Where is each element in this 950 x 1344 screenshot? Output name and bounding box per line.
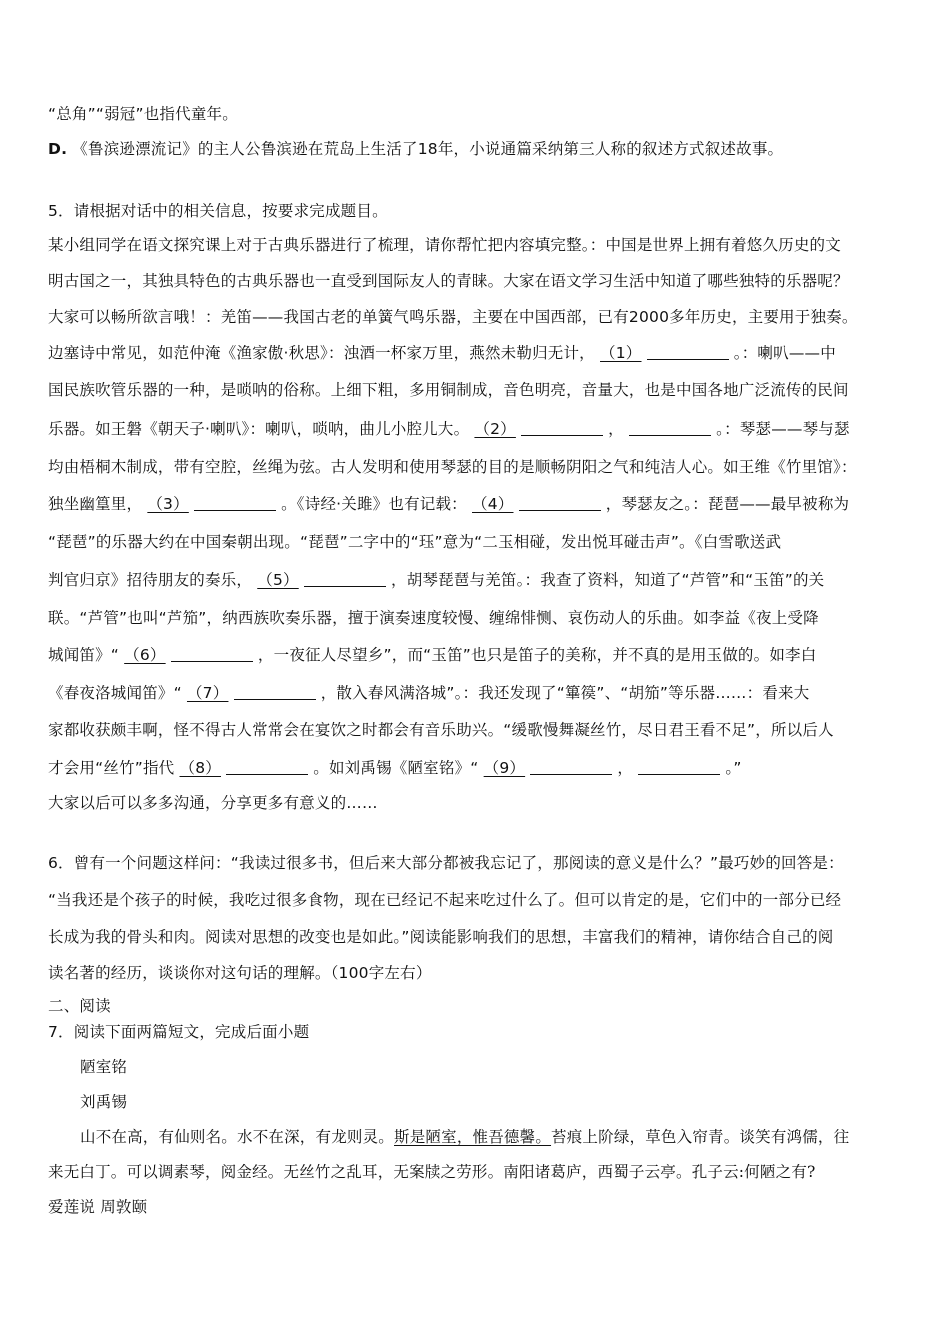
q5-line-11: 联。“芦管”也叫“芦笳”，纳西族吹奏乐器，擅于演奏速度较慢、缠绵悱恻、哀伤动人的乐曲。如李益《夜上受降 [48, 609, 819, 627]
blank-7[interactable] [234, 685, 316, 700]
q5-line-12-tail: ，一夜征人尽望乡”，而“玉笛”也只是笛子的美称，并不真的是用玉做的。如李白 [257, 646, 817, 664]
blank-9-label: （9） [483, 759, 526, 777]
passage-1-author: 刘禹锡 [80, 1093, 128, 1111]
q5-line-10-text: 判官归京》招待朋友的奏乐， [48, 571, 253, 589]
q5-line-10-tail: ，胡琴琵琶与羌笛。：我查了资料，知道了“芦管”和“玉笛”的关 [391, 571, 825, 589]
q5-line-10 [48, 570, 908, 590]
passage-1-line-2: 来无白丁。可以调素琴，阅金经。无丝竹之乱耳，无案牍之劳形。南阳诸葛庐，西蜀子云亭。孔子云:何陋之有? [48, 1163, 816, 1181]
blank-8[interactable] [226, 760, 308, 775]
q5-line-15-mid: 。如刘禹锡《陋室铭》“ [313, 759, 479, 777]
q5-line-6-comma: ， [608, 420, 624, 438]
q5-line-8-text: 独坐幽篁里， [48, 495, 143, 513]
q5-line-12-text: 城闻笛》“ [48, 646, 120, 664]
question-6-line-2: “当我还是个孩子的时候，我吃过很多食物，现在已经记不起来吃过什么了。但可以肯定的是，它们中的一部分已经 [48, 891, 842, 909]
blank-4-label: （4） [472, 495, 514, 513]
question-6-line-1: 6．曾有一个问题这样问：“我读过很多书，但后来大部分都被我忘记了，那阅读的意义是什么？”最巧妙的回答是： [48, 854, 844, 872]
question-6-line-4: 读名著的经历，谈谈你对这句话的理解。（100字左右） [48, 964, 432, 982]
q5-line-6-text: 乐器。如王磐《朝天子·喇叭》：喇叭，唢呐，曲儿小腔儿大。 [48, 420, 470, 438]
q5-line-2: 明古国之一，其独具特色的古典乐器也一直受到国际友人的青睐。大家在语文学习生活中知道了哪些独特的乐器呢？ [48, 272, 849, 290]
blank-6-label: （6） [124, 646, 166, 664]
q5-line-8 [48, 494, 908, 514]
q5-line-12 [48, 645, 908, 665]
q5-line-4-text: 边塞诗中常见，如范仲淹《渔家傲·秋思》：浊酒一杯家万里，燕然未勒归无计， [48, 344, 595, 362]
q5-line-15-text: 才会用“丝竹”指代 [48, 759, 175, 777]
blank-8-label: （8） [179, 759, 221, 777]
q5-line-13 [48, 683, 908, 703]
passage-1-line-1 [80, 1127, 910, 1147]
q5-line-7: 均由梧桐木制成，带有空腔，丝绳为弦。古人发明和使用琴瑟的目的是顺畅阴阳之气和纯洁人心。如王维《竹里馆》： [48, 458, 857, 476]
option-d-text: 《鲁滨逊漂流记》的主人公鲁滨逊在荒岛上生活了18年，小说通篇采纳第三人称的叙述方式叙述故事。 [72, 140, 784, 158]
option-d-label: D. [48, 140, 68, 158]
blank-1-label: （1） [600, 344, 642, 362]
option-c-continuation: “总角”“弱冠”也指代童年。 [48, 105, 238, 123]
blank-1[interactable] [647, 345, 729, 360]
q5-line-15-tail: 。” [725, 759, 742, 777]
blank-2b[interactable] [629, 421, 711, 436]
question-7-title: 7．阅读下面两篇短文，完成后面小题 [48, 1023, 310, 1041]
passage-1-line-1-tail: 苔痕上阶绿，草色入帘青。谈笑有鸿儒，往 [551, 1128, 850, 1146]
q5-line-3: 大家可以畅所欲言哦！：羌笛——我国古老的单簧气鸣乐器，主要在中国西部，已有2000多年历史，主要用于独奏。 [48, 308, 858, 326]
q5-line-1: 某小组同学在语文探究课上对于古典乐器进行了梳理，请你帮忙把内容填完整。：中国是世界上拥有着悠久历史的文 [48, 236, 841, 254]
q5-line-13-tail: ，散入春风满洛城”。：我还发现了“篳篌”、“胡笳”等乐器……：看来大 [320, 684, 810, 702]
q5-line-15 [48, 758, 908, 778]
option-d [48, 139, 908, 159]
passage-2-title: 爱莲说 周敦颐 [48, 1198, 148, 1216]
blank-9a[interactable] [530, 760, 612, 775]
blank-5-label: （5） [257, 571, 299, 589]
blank-2-label: （2） [474, 420, 516, 438]
blank-9b[interactable] [638, 760, 720, 775]
blank-2a[interactable] [521, 421, 603, 436]
passage-1-line-1-text: 山不在高，有仙则名。水不在深，有龙则灵。 [80, 1128, 395, 1146]
q5-line-8-tail: ，琴瑟友之。：琵琶——最早被称为 [605, 495, 850, 513]
blank-7-label: （7） [186, 684, 229, 702]
q5-line-16: 大家以后可以多多沟通，分享更多有意义的…… [48, 794, 378, 812]
q5-line-6-tail: 。：琴瑟——琴与瑟 [716, 420, 850, 438]
blank-5[interactable] [304, 572, 386, 587]
blank-3-label: （3） [147, 495, 189, 513]
q5-line-4-tail: 。：喇叭——中 [733, 344, 836, 362]
blank-3[interactable] [194, 496, 276, 511]
q5-line-8-mid: 。《诗经·关雎》也有记载： [281, 495, 467, 513]
q5-line-4 [48, 343, 908, 363]
section-2-heading: 二、阅读 [48, 997, 111, 1015]
blank-6[interactable] [171, 647, 253, 662]
q5-line-5: 国民族吹管乐器的一种，是唢呐的俗称。上细下粗，多用铜制成，音色明亮，音量大，也是中国各地广泛流传的民间 [48, 381, 849, 399]
passage-1-underlined: 斯是陋室，惟吾德馨。 [394, 1128, 552, 1146]
passage-1-title: 陋室铭 [80, 1058, 128, 1076]
q5-line-15-comma: ， [617, 759, 634, 777]
question-6-line-3: 长成为我的骨头和肉。阅读对思想的改变也是如此。”阅读能影响我们的思想，丰富我们的精神，请你结合自己的阅 [48, 928, 834, 946]
q5-line-6 [48, 419, 908, 439]
q5-line-14: 家都收获颇丰啊，怪不得古人常常会在宴饮之时都会有音乐助兴。“缓歌慢舞凝丝竹，尽日君王看不足”，所以后人 [48, 721, 834, 739]
blank-4[interactable] [519, 496, 601, 511]
q5-line-9: “琵琶”的乐器大约在中国秦朝出现。“琵琶”二字中的“珏”意为“二玉相碰，发出悦耳碰击声”。《白雪歌送武 [48, 533, 782, 551]
question-5-title: 5．请根据对话中的相关信息，按要求完成题目。 [48, 202, 388, 220]
q5-line-13-text: 《春夜洛城闻笛》“ [48, 684, 182, 702]
